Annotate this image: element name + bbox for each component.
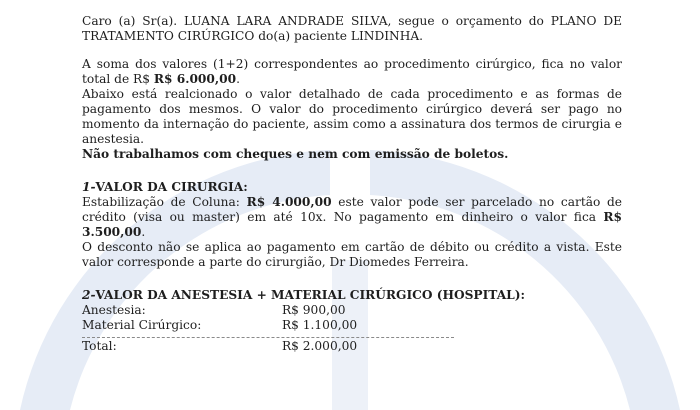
anesthesia-label: Anestesia: bbox=[82, 303, 146, 317]
surgery-value-end: . bbox=[141, 225, 146, 239]
greeting-paragraph: Caro (a) Sr(a). LUANA LARA ANDRADE SILVA, segue o orçamento do PLANO DE TRATAMENTO CIRÚRGICO do(a) paciente LINDINHA. bbox=[82, 14, 622, 43]
material-label: Material Cirúrgico: bbox=[82, 318, 202, 332]
total-row-value: R$ 2.000,00 bbox=[282, 339, 358, 353]
details-paragraph: Abaixo está realcionado o valor detalhado de cada procedimento e as formas de pagamento dos mesmos. O valor do procedimento cirúrgico deverá ser pago no momento da internação do paciente, assim como a assinatura dos termos de cirurgia e anestesia. bbox=[82, 87, 622, 146]
section-2-number: 2- bbox=[82, 288, 96, 302]
procedure-label: Estabilização de Coluna: bbox=[82, 195, 247, 209]
section-2-title-text: VALOR DA ANESTESIA + MATERIAL CIRÚRGICO (HOSPITAL): bbox=[95, 288, 525, 302]
section-1-title-text: VALOR DA CIRURGIA: bbox=[95, 180, 248, 194]
total-separator bbox=[82, 337, 454, 338]
material-value: R$ 1.100,00 bbox=[282, 318, 358, 332]
anesthesia-row bbox=[82, 303, 622, 318]
total-text: A soma dos valores (1+2) correspondentes ao procedimento cirúrgico, fica no valor total de R$ bbox=[82, 57, 622, 86]
discount-note: O desconto não se aplica ao pagamento em cartão de débito ou crédito a vista. Este valor corresponde a parte do cirurgião, Dr Diomedes Ferreira. bbox=[82, 240, 622, 269]
cash-value: R$ 3.500,00 bbox=[82, 210, 622, 239]
payment-restriction: Não trabalhamos com cheques e nem com emissão de boletos. bbox=[82, 147, 509, 161]
surgery-value: R$ 4.000,00 bbox=[246, 195, 332, 209]
budget-document bbox=[82, 14, 622, 354]
total-end: . bbox=[236, 72, 240, 86]
total-value: R$ 6.000,00 bbox=[153, 72, 237, 86]
installment-text: este valor pode ser parcelado no cartão de crédito (visa ou master) em até 10x. No pagamento em dinheiro o valor fica bbox=[82, 195, 623, 224]
section-2-title bbox=[82, 288, 622, 303]
total-row bbox=[82, 339, 622, 354]
anesthesia-value: R$ 900,00 bbox=[282, 303, 346, 317]
material-row bbox=[82, 318, 622, 333]
total-paragraph bbox=[82, 57, 622, 87]
section-1-number: 1- bbox=[82, 180, 96, 194]
total-row-label: Total: bbox=[82, 339, 117, 353]
section-1-title bbox=[82, 180, 622, 195]
surgery-value-paragraph bbox=[82, 195, 622, 240]
